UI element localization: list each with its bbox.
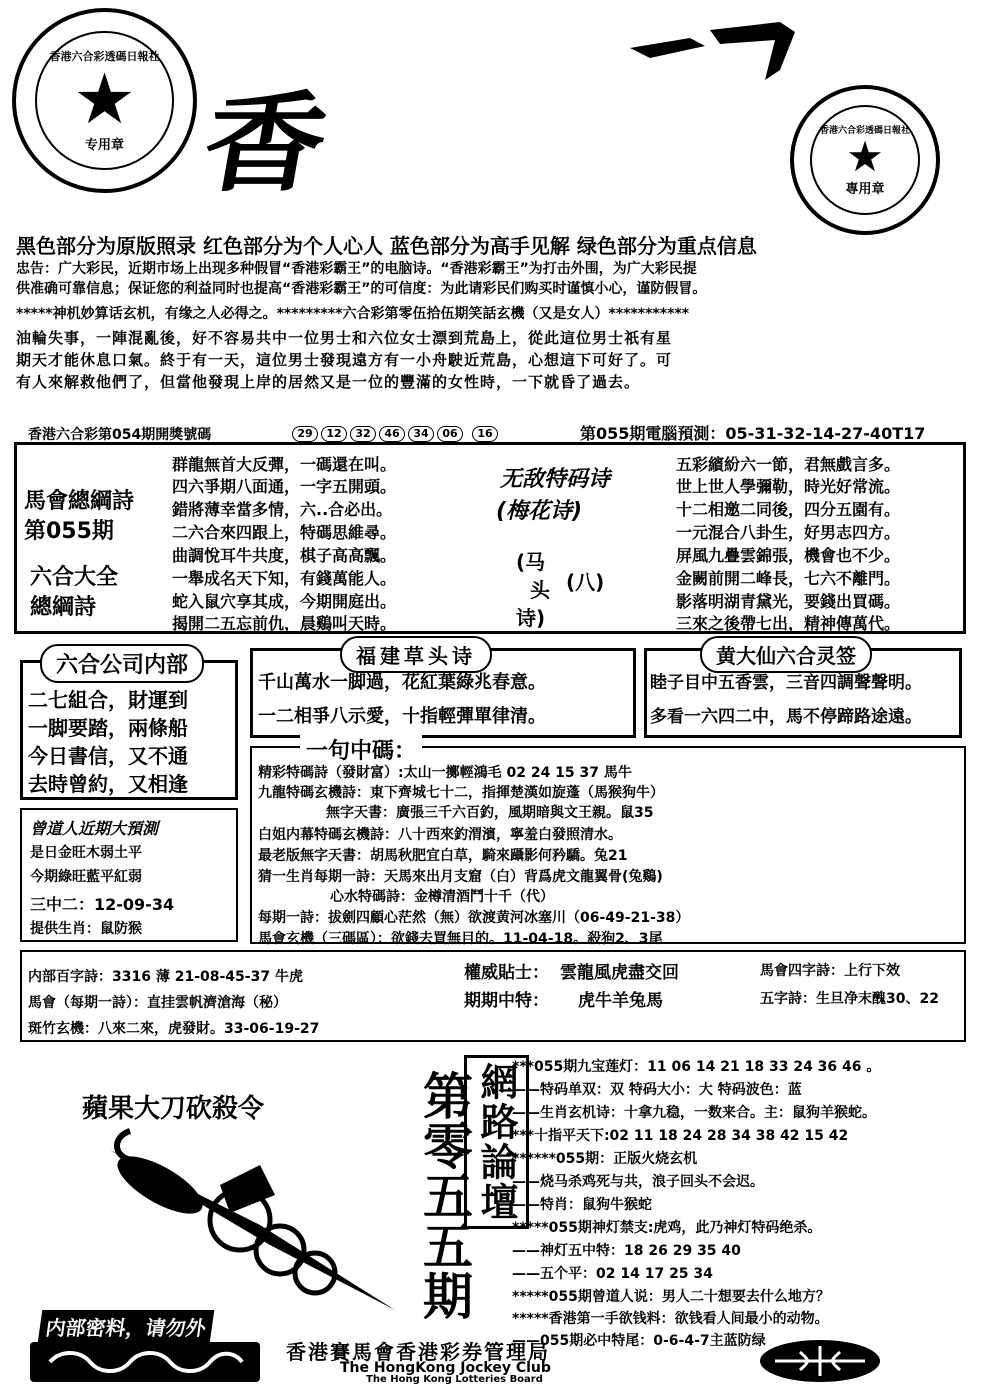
poem-col2-line: 世上世人學彌勒，時光好常流。	[676, 477, 901, 496]
draw-prediction: 第055期電腦預測：05-31-32-14-27-40T17	[580, 424, 926, 443]
seal-right-text: 香港六合彩透碼日報社	[819, 126, 910, 136]
draw-ball: 46	[379, 426, 405, 442]
forum-line: ***055期九宝莲灯：11 06 14 21 18 33 24 36 46 。	[512, 1059, 881, 1075]
forum-line: ——烧马杀鸡死与共，浪子回头不会迟。	[512, 1174, 764, 1190]
seal-left-sub: 专用章	[84, 137, 124, 153]
poem-col1-line: 蛇入鼠穴享其成，今期開庭出。	[172, 592, 397, 611]
company-title: 六合公司内部	[40, 644, 204, 683]
huang-line: 睦子目中五香雲，三音四調聲聲明。	[650, 673, 922, 693]
yiju-line: 精彩特碼詩（發財富）:太山一擲輕鴻毛 02 24 15 37 馬牛	[258, 765, 632, 781]
riddle-line: 油輪失事，一陣混亂後，好不容易共中一位男士和六位女士漂到荒島上，從此這位男士祇有星	[16, 329, 673, 347]
zeng-title: 曾道人近期大預測	[30, 819, 159, 838]
poem-col1-line: 錯將薄幸當多情，六..合必出。	[172, 500, 393, 519]
forum-line: ******055期：正版火烧玄机	[512, 1151, 698, 1167]
notice-line: 供准确可靠信息；保证您的利益同时也提高“香港彩霸王”的可信度：为此请彩民们购买时谨慎小心，谨防假冒。	[16, 281, 707, 297]
fujian-line: 千山萬水一脚過，花紅葉綠兆春意。	[258, 672, 546, 693]
draw-ball: 06	[437, 426, 463, 442]
poem-col2-line: 屏風九疊雲錦張，機會也不少。	[676, 546, 901, 565]
four-char-poem: 馬會四字詩：上行下效	[760, 963, 900, 979]
header-strokes	[610, 10, 810, 80]
header-decoration	[610, 10, 810, 80]
forum-line: ——五个平：02 14 17 25 34	[512, 1266, 713, 1282]
seal-right-sub: 專用章	[845, 182, 885, 197]
header-glyph: 香	[194, 82, 337, 208]
yiju-line: 無字天書：廣張三千六百釣，風期暗與文王親。鼠35	[326, 805, 654, 821]
poem-left-title: 總綱詩	[30, 595, 97, 620]
forum-line: *****055期曾道人说：男人二十想要去什么地方？	[512, 1289, 830, 1305]
poem-col2-line: 一元混合八卦生，好男志四方。	[676, 523, 901, 542]
five-char-poem: 五字詩：生旦净末醜30、22	[760, 991, 939, 1007]
forum-line: *****香港第一手欲钱料：欲钱看人间最小的动物。	[512, 1311, 829, 1327]
footer-right-logo	[760, 1340, 880, 1382]
forum-line: ——特码单双：双 特码大小：大 特码波色：蓝	[512, 1082, 802, 1098]
yiju-line: 白姐内幕特碼玄機詩：八十西來釣渭濱，寧羞白發照清水。	[258, 827, 622, 843]
seal-left	[12, 8, 197, 193]
forum-vertical-b: 第零五五期	[415, 1070, 473, 1320]
auth-text: 雲龍風虎盡交回	[560, 963, 679, 983]
forum-line: ——神灯五中特：18 26 29 35 40	[512, 1243, 741, 1259]
yiju-line: 馬會玄機（三碼區）：欲錢去買無目的。11-04-18。殺狗2、3尾	[258, 931, 663, 947]
yiju-line: 猜一生肖每期一詩：天馬來出月支窟（白）背爲虎文龍翼骨(兔鷄)	[258, 869, 663, 885]
yiju-line: 九龍特碼玄機詩：東下齊城七十二，指揮楚漢如旋蓬（馬猴狗牛）	[258, 785, 664, 801]
riddle-heading: *****神机妙算话玄机，有缘之人必得之。*********六合彩第零伍拾伍期笑話玄機（又是女人）***********	[16, 306, 690, 322]
auth-label: 權威貼士：	[464, 963, 549, 983]
yiju-title: 一句中碼：	[300, 734, 422, 765]
qizhong-label: 期期中特：	[464, 991, 549, 1011]
footer-en1: The HongKong Jockey Club	[340, 1360, 551, 1376]
zeng-line: 今期綠旺藍平紅弱	[30, 869, 142, 885]
poem-col1-line: 群龍無首大反彈，一碼還在叫。	[172, 455, 397, 474]
footer-cn: 香港賽馬會香港彩券管理局	[286, 1340, 550, 1364]
poem-mid-hint: (马	[516, 550, 546, 574]
sword-illustration	[100, 1125, 400, 1315]
qizhong-text: 虎牛羊兔馬	[578, 991, 663, 1011]
zeng-line: 提供生肖：鼠防猴	[30, 921, 142, 937]
star-icon: ★	[846, 132, 884, 181]
ornament-icon	[760, 1340, 880, 1382]
zeng-line: 三中二：12-09-34	[30, 895, 175, 914]
sword-icon	[100, 1125, 400, 1315]
poem-mid-hint: (八)	[566, 570, 605, 594]
forum-line: *****055期神灯禁支:虎鸡，此乃神灯特码绝杀。	[512, 1220, 822, 1236]
inner-line: 斑竹玄機：八來二來，虎發財。33-06-19-27	[28, 1021, 320, 1037]
poem-col2-line: 三來之後帶七出，精神傳萬代。	[676, 614, 901, 633]
footer-left-logo	[30, 1342, 260, 1382]
apple-title: 蘋果大刀砍殺令	[82, 1094, 265, 1124]
star-icon: ★	[73, 57, 136, 140]
yiju-line: 心水特碼詩：金樽清酒鬥十千（代）	[330, 889, 554, 905]
forum-line: ——生肖玄机诗：十拿九稳，一数来合。主：鼠狗羊猴蛇。	[512, 1105, 876, 1121]
company-line: 去時曾約，又相逢	[28, 772, 188, 796]
poem-mid-hint: 诗)	[516, 606, 546, 630]
draw-balls	[292, 422, 501, 442]
poem-col1-line: 四六爭期八面通，一字五開頭。	[172, 477, 397, 496]
footer-en2: The Hong Kong Lotteries Board	[366, 1374, 543, 1385]
draw-ball: 29	[292, 426, 318, 442]
forum-line: ——特肖：鼠狗牛猴蛇	[512, 1197, 652, 1213]
forum-line: ***十指平天下:02 11 18 24 28 34 38 42 15 42	[512, 1128, 849, 1144]
poem-left-title: 馬會總綱詩	[24, 489, 135, 514]
poem-left-title: 六合大全	[30, 565, 119, 590]
poem-mid-hint: 头	[530, 578, 550, 602]
poem-col2-line: 金闕前開二峰長，七六不離門。	[676, 569, 901, 588]
notice-line: 忠告：广大彩民，近期市场上出现多种假冒“香港彩霸王”的电脑诗。“香港彩霸王”为打击外围，为广大彩民提	[16, 261, 697, 277]
apple-note: 内部密料，请勿外	[38, 1310, 215, 1343]
inner-line: 馬會（每期一詩）：直挂雲帆濟滄海（秘）	[28, 995, 287, 1011]
forum-vertical-a: 網路論壇	[464, 1055, 529, 1229]
riddle-line: 期天才能休息口氣。終于有一天，這位男士發現遠方有一小舟駛近荒島，心想這下可好了。可	[16, 351, 673, 369]
fujian-title: 福建草头诗	[340, 636, 492, 673]
poem-col1-line: 二六合來四跟上，特碼思維尋。	[172, 523, 397, 542]
huang-line: 多看一六四二中，馬不停蹄路途遠。	[650, 707, 922, 727]
color-legend: 黑色部分为原版照录 红色部分为个人心人 蓝色部分为高手见解 绿色部分为重点信息	[16, 234, 757, 258]
seal-left-text: 香港六合彩透碼日報社	[49, 49, 160, 63]
poem-col1-line: 一舉成名天下知，有錢萬能人。	[172, 569, 397, 588]
seal-right	[790, 85, 940, 235]
draw-ball: 12	[321, 426, 347, 442]
company-line: 一脚要踏，兩條船	[28, 716, 188, 740]
company-line: 二七組合，財運到	[28, 688, 188, 712]
draw-label: 香港六合彩第054期開獎號碼	[28, 427, 212, 443]
poem-left-title: 第055期	[24, 519, 114, 544]
yiju-line: 每期一詩：拔劍四顧心茫然（無）欲渡黄河冰塞川（06-49-21-38）	[258, 910, 690, 926]
forum-line: ——055期必中特尾：0-6-4-7主蓝防绿	[512, 1333, 766, 1349]
swirl-icon	[30, 1342, 260, 1382]
poem-col1-line: 揭開二五忘前仇，晨鷄叫天時。	[172, 614, 397, 633]
poem-mid-sub: (梅花诗)	[496, 499, 583, 524]
poem-col2-line: 十二相邀二同後，四分五園有。	[676, 500, 901, 519]
poem-col2-line: 五彩繽紛六一節，君無戲言多。	[676, 455, 901, 474]
poem-col2-line: 影落明湖青黛光，要錢出買碼。	[676, 592, 901, 611]
yiju-line: 最老版無字天書：胡馬秋肥宜白草，騎來躡影何矜驕。兔21	[258, 848, 628, 864]
draw-ball: 32	[350, 426, 376, 442]
poem-mid-title: 无敌特码诗	[500, 467, 611, 492]
draw-special-ball: 16	[472, 426, 498, 442]
zeng-line: 是日金旺木弱土平	[30, 845, 142, 861]
draw-ball: 34	[408, 426, 434, 442]
huang-title: 黄大仙六合灵签	[700, 636, 872, 673]
poem-col1-line: 曲調悅耳牛共度，棋子高高飄。	[172, 546, 397, 565]
company-line: 今日書信，又不通	[28, 744, 188, 768]
inner-line: 内部百字詩：3316 薄 21-08-45-37 牛虎	[28, 969, 303, 985]
riddle-line: 有人來解救他們了，但當他發現上岸的居然又是一位的豐滿的女性時，一下就昏了過去。	[16, 373, 641, 391]
fujian-line: 一二相爭八示愛，十指輕彈單律清。	[258, 706, 546, 727]
